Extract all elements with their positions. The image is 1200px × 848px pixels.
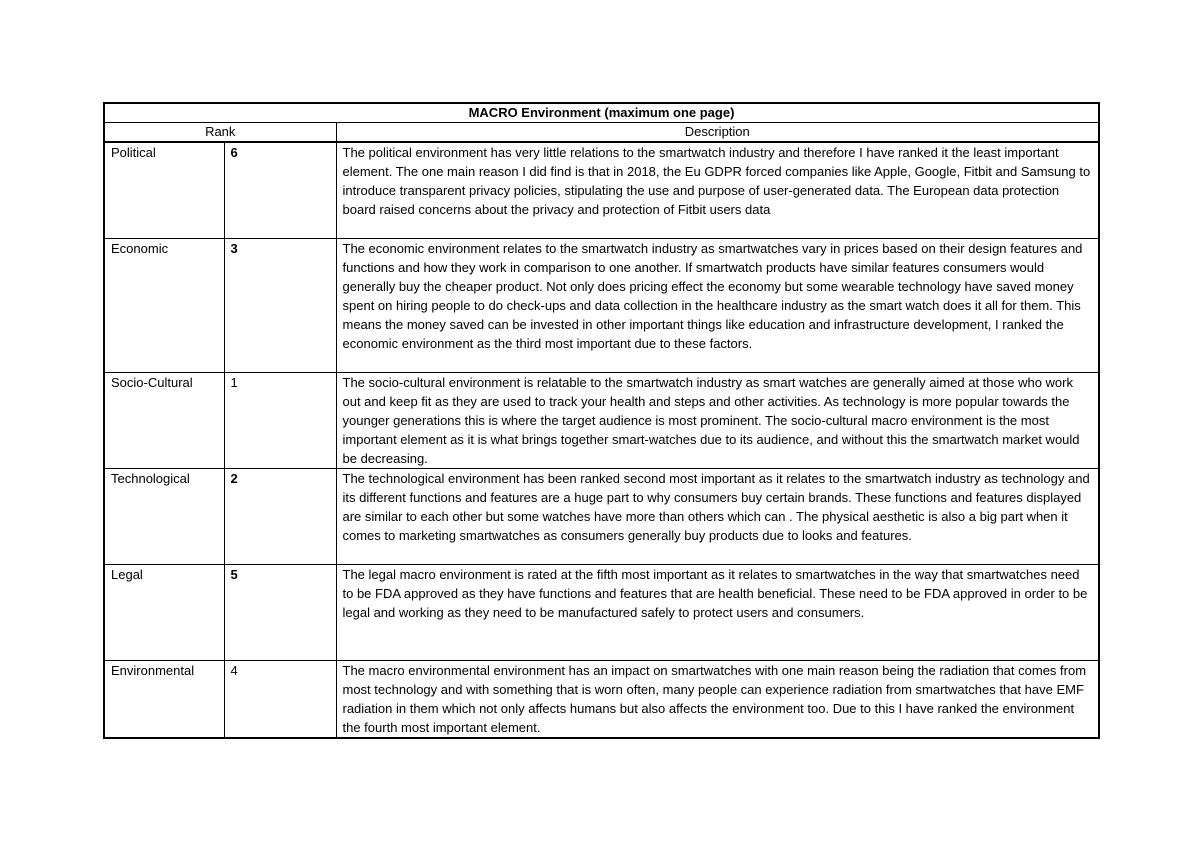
macro-environment-table [103, 102, 1100, 739]
factor-cell: Socio-Cultural [104, 372, 224, 468]
table-row-legal [104, 564, 1099, 660]
factor-cell: Environmental [104, 660, 224, 738]
rank-cell: 3 [224, 238, 336, 372]
rank-cell: 4 [224, 660, 336, 738]
description-cell: The legal macro environment is rated at the fifth most important as it relates to smartwatches in the way that smartwatches need to be FDA approved as they have functions and features that are health beneficial. These need to be FDA approved in order to be legal and working as they need to be manufactured safely to protect users and consumers. [336, 564, 1099, 660]
description-cell: The political environment has very little relations to the smartwatch industry and therefore I have ranked it the least important element. The one main reason I did find is that in 2018, the Eu GDPR forced companies like Apple, Google, Fitbit and Samsung to introduce transparent privacy policies, stipulating the use and purpose of user-generated data. The European data protection board raised concerns about the privacy and protection of Fitbit users data [336, 142, 1099, 238]
description-cell: The technological environment has been ranked second most important as it relates to the smartwatch industry as technology and its different functions and features are a huge part to why consumers buy certain brands. These functions and features displayed are similar to each other but some watches have more than others which can . The physical aesthetic is also a big part when it comes to marketing smartwatches as consumers generally buy products due to looks and features. [336, 468, 1099, 564]
description-cell: The economic environment relates to the smartwatch industry as smartwatches vary in prices based on their design features and functions and how they work in comparison to one another. If smartwatch products have similar features consumers would generally buy the cheaper product. Not only does pricing effect the economy but some wearable technology have saved money spent on hiring people to do check-ups and data collection in the healthcare industry as the smart watch does it all for them. This means the money saved can be invested in other important things like education and infrastructure development, I ranked the economic environment as the third most important due to these factors. [336, 238, 1099, 372]
table-title-row [104, 103, 1099, 123]
factor-cell: Technological [104, 468, 224, 564]
factor-cell: Political [104, 142, 224, 238]
table-title: MACRO Environment (maximum one page) [104, 103, 1099, 123]
table-header-row [104, 123, 1099, 143]
factor-cell: Economic [104, 238, 224, 372]
description-cell: The macro environmental environment has an impact on smartwatches with one main reason being the radiation that comes from most technology and with something that is worn often, many people can experience radiation from smartwatches that have EMF radiation in them which not only affects humans but also affects the environment too. Due to this I have ranked the environment the fourth most important element. [336, 660, 1099, 738]
table-row-political [104, 142, 1099, 238]
table-row-environmental [104, 660, 1099, 738]
description-cell: The socio-cultural environment is relatable to the smartwatch industry as smart watches are generally aimed at those who work out and keep fit as they are used to track your health and steps and other activities. As technology is more popular towards the younger generations this is where the target audience is most prominent. The socio-cultural macro environment is the most important element as it is what brings together smart-watches due to its audience, and without this the smartwatch market would be decreasing. [336, 372, 1099, 468]
rank-cell: 6 [224, 142, 336, 238]
rank-cell: 5 [224, 564, 336, 660]
factor-cell: Legal [104, 564, 224, 660]
rank-header: Rank [104, 123, 336, 143]
rank-cell: 2 [224, 468, 336, 564]
table-row-technological [104, 468, 1099, 564]
description-header: Description [336, 123, 1099, 143]
table-row-economic [104, 238, 1099, 372]
table-row-socio-cultural [104, 372, 1099, 468]
rank-cell: 1 [224, 372, 336, 468]
